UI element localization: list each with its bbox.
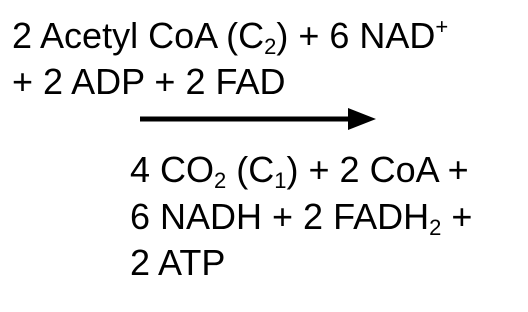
reaction-arrow-icon	[140, 106, 380, 132]
product-text-c: (C	[226, 149, 275, 190]
products-line-2	[130, 196, 473, 240]
subscript-c1: 1	[274, 168, 287, 193]
subscript-co2-2: 2	[214, 168, 227, 193]
product-text-plus: +	[441, 196, 473, 237]
product-text-coa: ) + 2 CoA +	[286, 149, 469, 190]
reactant-text-adp-fad: + 2 ADP + 2 FAD	[12, 61, 286, 102]
product-text-nadh-fadh: 6 NADH + 2 FADH	[130, 196, 430, 237]
reactants-line-2	[12, 62, 286, 102]
reactant-text-nad: ) + 6 NAD	[276, 15, 436, 56]
product-text-atp: 2 ATP	[130, 242, 226, 283]
products-line-1	[130, 149, 469, 193]
reactants-line-1	[12, 14, 449, 59]
product-text-co2: 4 CO	[130, 149, 215, 190]
subscript-c2: 2	[264, 34, 277, 59]
subscript-fadh2: 2	[429, 215, 442, 240]
superscript-plus: +	[435, 14, 449, 39]
products-line-3	[130, 243, 225, 283]
reactant-text-acetyl-coa: 2 Acetyl CoA (C	[12, 15, 265, 56]
